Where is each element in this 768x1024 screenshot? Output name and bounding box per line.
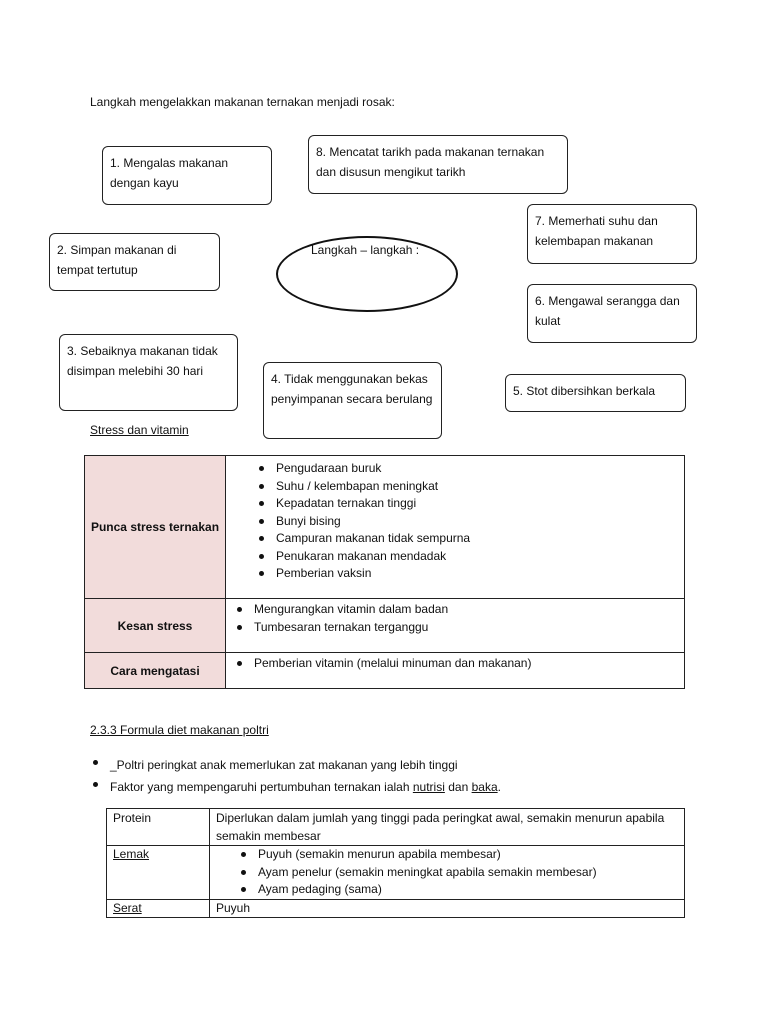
step-box-3: 3. Sebaiknya makanan tidak disimpan melebihi 30 hari xyxy=(59,334,238,411)
step-box-1: 1. Mengalas makanan dengan kayu xyxy=(102,146,272,205)
bullet-text: Faktor yang mempengaruhi pertumbuhan ternakan ialah xyxy=(110,780,410,794)
nutrient-label xyxy=(107,846,210,900)
step-box-7: 7. Memerhati suhu dan kelembapan makanan xyxy=(527,204,697,264)
list-item: Puyuh (semakin menurun apabila membesar) xyxy=(236,846,678,864)
list-item: Ayam penelur (semakin meningkat apabila semakin membesar) xyxy=(236,864,678,882)
list-item: Pemberian vaksin xyxy=(254,565,684,583)
table-row xyxy=(85,456,685,599)
table-row xyxy=(107,899,685,918)
stress-heading: Stress dan vitamin xyxy=(90,423,189,437)
solutions-list xyxy=(226,653,684,677)
bullet-text: dan xyxy=(448,780,469,794)
formula-heading: 2.3.3 Formula diet makanan poltri xyxy=(90,723,269,737)
row-content xyxy=(226,456,685,599)
list-item: _Poltri peringkat anak memerlukan zat makanan yang lebih tinggi xyxy=(88,754,688,776)
lemak-label: Lemak xyxy=(113,847,150,861)
table-row xyxy=(107,809,685,846)
list-item: Mengurangkan vitamin dalam badan xyxy=(232,601,684,619)
list-item: Kepadatan ternakan tinggi xyxy=(254,495,684,513)
list-item: Bunyi bising xyxy=(254,513,684,531)
page-title: Langkah mengelakkan makanan ternakan menjadi rosak: xyxy=(90,95,395,109)
step-box-8: 8. Mencatat tarikh pada makanan ternakan dan disusun mengikut tarikh xyxy=(308,135,568,194)
row-label: Cara mengatasi xyxy=(85,653,226,689)
row-label: Kesan stress xyxy=(85,599,226,653)
step-box-5: 5. Stot dibersihkan berkala xyxy=(505,374,686,412)
table-row xyxy=(107,846,685,900)
nutrient-label: Protein xyxy=(107,809,210,846)
stress-table xyxy=(84,455,685,689)
list-item: Tumbesaran ternakan terganggu xyxy=(232,619,684,637)
nutrient-label xyxy=(107,899,210,918)
formula-bullets xyxy=(88,754,688,798)
center-label: Langkah – langkah : xyxy=(311,243,420,257)
list-item: Pemberian vitamin (melalui minuman dan makanan) xyxy=(232,655,684,673)
row-content xyxy=(226,653,685,689)
lemak-list xyxy=(216,846,678,899)
row-label: Punca stress ternakan xyxy=(85,456,226,599)
keyword-nutrisi: nutrisi xyxy=(412,780,445,794)
list-item xyxy=(88,776,688,798)
causes-list xyxy=(226,456,684,587)
step-box-2: 2. Simpan makanan di tempat tertutup xyxy=(49,233,220,291)
bullet-text: . xyxy=(497,780,501,794)
step-box-6: 6. Mengawal serangga dan kulat xyxy=(527,284,697,343)
list-item: Suhu / kelembapan meningkat xyxy=(254,478,684,496)
effects-list xyxy=(226,599,684,640)
nutrient-value xyxy=(210,846,685,900)
list-item: Penukaran makanan mendadak xyxy=(254,548,684,566)
nutrient-value: Diperlukan dalam jumlah yang tinggi pada peringkat awal, semakin menurun apabila semakin membesar xyxy=(210,809,685,846)
formula-table xyxy=(106,808,685,918)
list-item: Campuran makanan tidak sempurna xyxy=(254,530,684,548)
table-row xyxy=(85,599,685,653)
step-box-4: 4. Tidak menggunakan bekas penyimpanan secara berulang xyxy=(263,362,442,439)
row-content xyxy=(226,599,685,653)
list-item: Pengudaraan buruk xyxy=(254,460,684,478)
nutrient-value: Puyuh xyxy=(210,899,685,918)
table-row xyxy=(85,653,685,689)
keyword-baka: baka xyxy=(471,780,498,794)
serat-label: Serat xyxy=(113,900,142,915)
list-item: Ayam pedaging (sama) xyxy=(236,881,678,899)
